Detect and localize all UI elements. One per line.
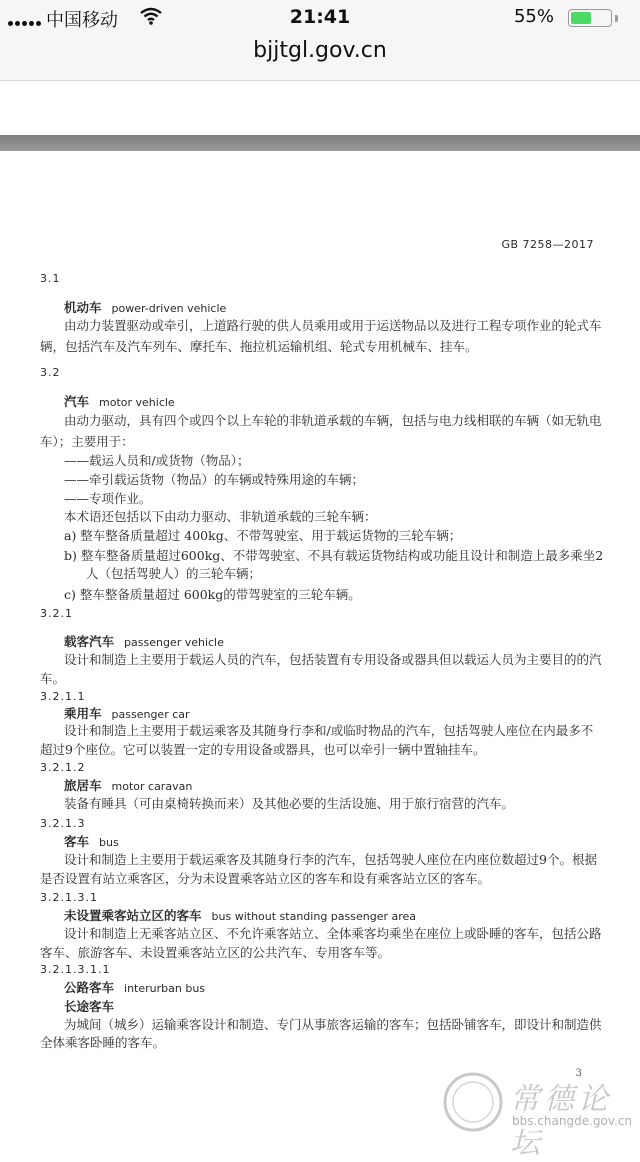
- section-number: 3.2.1.2: [40, 761, 86, 774]
- watermark-site-url: bbs.changde.gov.cn: [512, 1114, 633, 1128]
- definition-line: 人（包括驾驶人）的三轮车辆；: [86, 566, 262, 581]
- definition-line: c) 整车整备质量超过 600kg的带驾驶室的三轮车辆。: [64, 587, 361, 602]
- section-number: 3.2.1.3.1.1: [40, 963, 111, 976]
- definition-line: 车）；主要用于：: [40, 434, 134, 449]
- term-synonym: 长途客车: [64, 999, 115, 1014]
- definition-line: 全体乘客卧睡的客车。: [40, 1035, 166, 1050]
- battery-percentage: 55%: [513, 6, 554, 27]
- section-number: 3.2.1: [40, 607, 73, 620]
- definition-line: 由动力装置驱动或牵引，上道路行驶的供人员乘用或用于运送物品以及进行工程专项作业的轮式车: [64, 318, 602, 333]
- term-chinese: 未设置乘客站立区的客车: [64, 908, 202, 923]
- definition-line: 为城间（城乡）运输乘客设计和制造、专门从事旅客运输的客车；包括卧铺客车，即设计和制造供: [64, 1017, 602, 1032]
- term-heading: [64, 394, 175, 411]
- address-bar-url[interactable]: bjjtgl.gov.cn: [253, 38, 387, 63]
- term-heading: [64, 778, 192, 795]
- definition-line: 本术语还包括以下由动力驱动、非轨道承载的三轮车辆：: [64, 509, 377, 524]
- document-top-edge: [0, 135, 640, 151]
- term-english: power-driven vehicle: [111, 302, 227, 315]
- term-chinese: 公路客车: [64, 980, 115, 995]
- term-chinese: 乘用车: [64, 706, 102, 721]
- definition-line: 设计和制造上主要用于载运人员的汽车，包括装置有专用设备或器具但以载运人员为主要目的的汽: [64, 652, 602, 667]
- site-watermark: [440, 1068, 640, 1161]
- term-chinese: 载客汽车: [64, 634, 115, 649]
- definition-line: b) 整车整备质量超过600kg、不带驾驶室、不具有载运货物结构或功能且设计和制造上最多乘坐2: [64, 548, 604, 563]
- section-number: 3.2: [40, 366, 61, 379]
- battery-icon: [568, 9, 612, 27]
- definition-line: ——牵引载运货物（物品）的车辆或特殊用途的车辆；: [64, 472, 365, 487]
- definition-line: 设计和制造上主要用于载运乘客及其随身行李的汽车，包括驾驶人座位在内座位数超过9个。根据: [64, 852, 597, 867]
- section-number: 3.1: [40, 272, 61, 285]
- status-bar: [0, 6, 640, 32]
- term-english: bus without standing passenger area: [211, 910, 417, 923]
- definition-line: 客车、旅游客车、未设置乘客站立区的公共汽车、专用客车等。: [40, 945, 391, 960]
- watermark-site-name: 常德论坛: [510, 1082, 612, 1161]
- term-chinese: 客车: [64, 834, 90, 849]
- section-number: 3.2.1.1: [40, 690, 86, 703]
- term-heading: [64, 980, 205, 997]
- carrier-name: 中国移动: [46, 10, 118, 31]
- page-number: 3: [575, 1068, 582, 1079]
- term-english: passenger vehicle: [124, 636, 224, 649]
- definition-line: 车。: [40, 671, 66, 686]
- term-heading: [64, 706, 190, 723]
- term-chinese: 旅居车: [64, 778, 102, 793]
- standard-code: GB 7258—2017: [501, 238, 594, 251]
- term-english: passenger car: [111, 708, 190, 721]
- definition-line: 装备有睡具（可由桌椅转换而来）及其他必要的生活设施、用于旅行宿营的汽车。: [64, 796, 515, 811]
- term-english: motor vehicle: [99, 396, 175, 409]
- term-chinese: 汽车: [64, 394, 90, 409]
- section-number: 3.2.1.3: [40, 817, 86, 830]
- definition-line: a) 整车整备质量超过 400kg、不带驾驶室、用于载运货物的三轮车辆；: [64, 528, 462, 543]
- term-chinese: 机动车: [64, 300, 102, 315]
- definition-line: 是否设置有站立乘客区，分为未设置乘客站立区的客车和设有乘客站立区的客车。: [40, 871, 491, 886]
- term-heading: [64, 300, 226, 317]
- term-heading: [64, 634, 224, 651]
- term-heading: [64, 834, 119, 851]
- definition-line: 超过9个座位。它可以装置一定的专用设备或器具，也可以牵引一辆中置轴挂车。: [40, 742, 486, 757]
- term-heading: [64, 908, 416, 925]
- definition-line: 辆，包括汽车及汽车列车、摩托车、拖拉机运输机组、轮式专用机械车、挂车。: [40, 339, 478, 354]
- watermark-seal-icon: [440, 1070, 506, 1134]
- definition-line: ——载运人员和/或货物（物品）；: [64, 453, 250, 468]
- definition-line: 设计和制造上主要用于载运乘客及其随身行李和/或临时物品的汽车，包括驾驶人座位在内最多不: [64, 723, 594, 738]
- browser-top-bar: [0, 0, 640, 81]
- definition-line: ——专项作业。: [64, 491, 152, 506]
- term-english: motor caravan: [111, 780, 193, 793]
- term-english: bus: [99, 836, 119, 849]
- definition-line: 设计和制造上无乘客站立区、不允许乘客站立、全体乘客均乘坐在座位上或卧睡的客车，包括公路: [64, 926, 602, 941]
- term-english: interurban bus: [124, 982, 206, 995]
- section-number: 3.2.1.3.1: [40, 891, 98, 904]
- battery-tip: [615, 15, 618, 22]
- clock: 21:41: [289, 6, 351, 28]
- definition-line: 由动力驱动，具有四个或四个以上车轮的非轨道承载的车辆，包括与电力线相联的车辆（如无轨电: [64, 413, 602, 428]
